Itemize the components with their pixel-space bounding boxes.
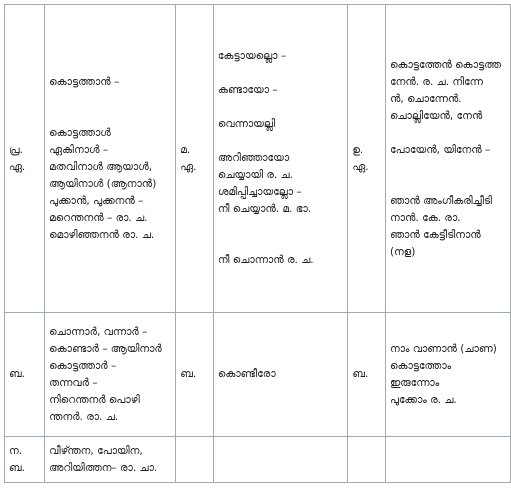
form-line: പുക്കോം ര. ച.: [389, 393, 457, 406]
form-line: നേൻ. ര. ച. നിന്നേ: [389, 75, 483, 88]
row-label-cell: [176, 437, 214, 483]
table-row: [5, 5, 511, 313]
row-label-cell: [348, 313, 386, 437]
row-label-cell: [5, 5, 45, 313]
form-line: മതവിനാൾ ആയാൾ,: [49, 160, 153, 173]
form-line: ഇരുന്നോം: [389, 376, 440, 389]
form-line: ശമിപ്പിച്ചായല്ലോ –: [217, 186, 302, 198]
row-label-cell: [5, 437, 45, 483]
table-row: [5, 313, 511, 437]
form-line: അറിഞ്ഞായോ: [217, 152, 290, 164]
form-line: തന്നവർ –: [49, 376, 98, 389]
form-line: കൊട്ടത്താൻ –: [49, 75, 120, 88]
form-line: ഞാൻ കേട്ടീടിനാൻ: [389, 228, 481, 241]
form-line: (നള): [389, 245, 416, 258]
row-label: പ്ര. ഏ.: [9, 143, 26, 173]
line-spacer: [390, 125, 506, 142]
form-line: നീ ചെയ്യാൻ. മ. ഭാ.: [217, 203, 312, 215]
form-line: ന്തനർ. രാ. ച.: [49, 410, 119, 423]
form-line: കേട്ടായല്ലൊ –: [217, 50, 287, 62]
form-line: അറിയിത്തന– രാ. ചാ.: [49, 461, 158, 474]
form-line: ഞാൻ അംഗീകരിച്ചീടി: [389, 194, 492, 207]
row-label: ബ.: [352, 368, 369, 380]
form-line: കണ്ടായോ –: [217, 84, 278, 96]
form-list-cell: [385, 437, 510, 483]
form-line: നാൻ. കേ. രാ.: [389, 211, 461, 224]
row-label-cell: [176, 5, 214, 313]
row-label-cell: [176, 313, 214, 437]
form-line: കൊണ്ടാർ – ആയിനാർ: [49, 342, 162, 355]
form-line: കൊട്ടത്താർ –: [49, 359, 117, 372]
row-label: ബ.: [9, 368, 25, 380]
line-spacer: [218, 65, 343, 82]
line-spacer: [218, 218, 343, 235]
form-line: മൊഴിഞ്ഞനൻ രാ. ച.: [49, 228, 155, 241]
form-list-cell: [213, 313, 347, 437]
form-line: മറെന്തനൻ – രാ. ച.: [49, 211, 148, 224]
form-list-cell: [385, 5, 510, 313]
row-label: ന. ബ.: [9, 444, 25, 474]
row-label: മ. ഏ.: [180, 143, 197, 173]
form-line: ചൊന്നാർ, വന്നാർ –: [49, 325, 148, 338]
form-line: ചെയ്യായി ര. ച.: [217, 169, 293, 181]
row-label-cell: [348, 5, 386, 313]
line-spacer: [218, 133, 343, 150]
form-line: പുക്കാൻ, പുക്കനൻ –: [49, 194, 144, 207]
form-list-cell: [213, 437, 347, 483]
row-label-cell: [348, 437, 386, 483]
line-spacer: [390, 176, 506, 193]
grammar-table: [4, 4, 511, 483]
form-list-cell: [385, 313, 510, 437]
form-line: വെന്നായല്ലി: [217, 118, 276, 130]
form-line: കൊട്ടത്തേൻ കൊട്ടത്ത: [389, 58, 502, 71]
line-spacer: [218, 235, 343, 252]
row-label: ബ.: [180, 368, 197, 380]
row-label-cell: [5, 313, 45, 437]
form-line: കൊണ്ടീരോ: [217, 368, 276, 380]
form-list-cell: [45, 5, 176, 313]
form-line: ചൊല്ലിയേൻ, നേൻ: [389, 109, 483, 122]
form-line: ഏകിനാൾ –: [49, 143, 109, 156]
form-line: നാം വാണാൻ (ചാണ): [389, 342, 497, 355]
form-line: നീ ചൊന്നാൻ ര. ച.: [217, 254, 314, 266]
form-line: പോയേൻ, യിനേൻ –: [389, 143, 491, 156]
line-spacer: [390, 159, 506, 176]
line-spacer: [49, 108, 171, 125]
form-line: ൻ, ചൊന്നേൻ.: [389, 92, 462, 105]
form-line: കൊട്ടത്താൾ: [49, 126, 111, 139]
form-line: ആയിനാൾ (ആനാൻ): [49, 177, 157, 190]
line-spacer: [49, 91, 171, 108]
form-list-cell: [213, 5, 347, 313]
row-label: ഉ. ഏ.: [352, 143, 369, 173]
form-line: വീഴ്ന്തന, പോയിന,: [49, 444, 143, 457]
line-spacer: [218, 99, 343, 116]
form-list-cell: [45, 313, 176, 437]
form-line: നിറെന്തനർ പൊഴി: [49, 393, 140, 406]
form-list-cell: [45, 437, 176, 483]
table-row: [5, 437, 511, 483]
form-line: കൊട്ടത്തോം: [389, 359, 452, 372]
